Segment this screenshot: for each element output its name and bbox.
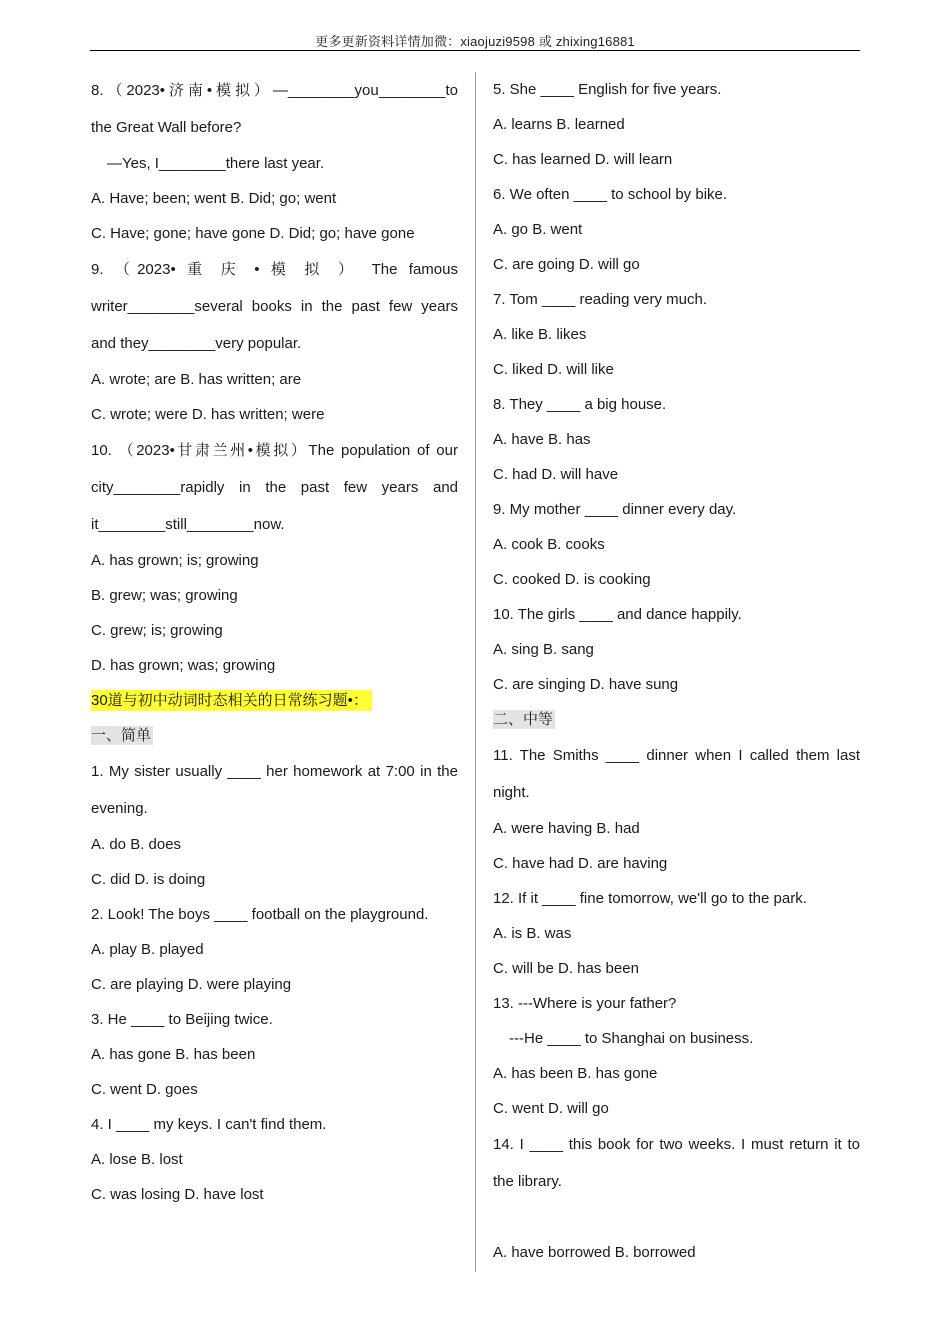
question-text: it________still________now. [91, 516, 285, 533]
answer-options: C. are going D. will go [493, 256, 640, 273]
answer-options: D. has grown; was; growing [91, 657, 276, 674]
answer-options: A. play B. played [91, 941, 204, 958]
header-rule [90, 50, 860, 51]
answer-options: A. Have; been; went B. Did; go; went [91, 190, 337, 207]
answer-options: A. has been B. has gone [493, 1065, 658, 1082]
question-text: 2. Look! The boys ____ football on the playground. [91, 906, 429, 923]
question-text: 9. My mother ____ dinner every day. [493, 501, 737, 518]
section-heading-medium: 二、中等 [493, 711, 554, 728]
answer-options: C. has learned D. will learn [493, 151, 673, 168]
section-heading-easy: 一、简单 [91, 727, 152, 744]
answer-options: C. are singing D. have sung [493, 676, 679, 693]
answer-options: A. sing B. sang [493, 641, 594, 658]
answer-options: A. have borrowed B. borrowed [493, 1244, 696, 1261]
answer-options: C. have had D. are having [493, 855, 668, 872]
answer-options: A. go B. went [493, 221, 583, 238]
question-text: writer________several books in the past few years [91, 298, 458, 315]
answer-options: C. went D. goes [91, 1081, 198, 1098]
answer-options: A. do B. does [91, 836, 182, 853]
question-text: and they________very popular. [91, 335, 302, 352]
highlighted-heading: 30道与初中动词时态相关的日常练习题•： [91, 690, 372, 711]
question-text: 14. I ____ this book for two weeks. I must return it to [493, 1136, 860, 1153]
answer-options: B. grew; was; growing [91, 587, 238, 604]
answer-options: A. has gone B. has been [91, 1046, 256, 1063]
answer-options: A. has grown; is; growing [91, 552, 259, 569]
question-text: 5. She ____ English for five years. [493, 81, 722, 98]
question-text: —Yes, I________there last year. [107, 155, 325, 172]
question-text: 8. They ____ a big house. [493, 396, 667, 413]
question-text: the library. [493, 1173, 562, 1190]
answer-options: C. are playing D. were playing [91, 976, 292, 993]
answer-options: A. were having B. had [493, 820, 640, 837]
answer-options: C. did D. is doing [91, 871, 206, 888]
question-text: 6. We often ____ to school by bike. [493, 186, 728, 203]
question-text: evening. [91, 800, 148, 817]
question-text: 12. If it ____ fine tomorrow, we'll go to the park. [493, 890, 807, 907]
question-text: the Great Wall before? [91, 119, 242, 136]
answer-options: A. wrote; are B. has written; are [91, 371, 302, 388]
left-column [91, 72, 458, 1212]
answer-options: C. will be D. has been [493, 960, 639, 977]
answer-options: C. liked D. will like [493, 361, 614, 378]
question-text: ---He ____ to Shanghai on business. [509, 1030, 754, 1047]
answer-options: C. had D. will have [493, 466, 619, 483]
answer-options: C. cooked D. is cooking [493, 571, 651, 588]
question-text: 7. Tom ____ reading very much. [493, 291, 708, 308]
answer-options: C. went D. will go [493, 1100, 609, 1117]
answer-options: C. grew; is; growing [91, 622, 223, 639]
column-divider [475, 72, 476, 1272]
question-text: 1. My sister usually ____ her homework at 7:00 in the [91, 763, 458, 780]
answer-options: C. was losing D. have lost [91, 1186, 264, 1203]
answer-options: A. learns B. learned [493, 116, 625, 133]
question-text: 4. I ____ my keys. I can't find them. [91, 1116, 327, 1133]
page-header: 更多更新资料详情加微：xiaojuzi9598 或 zhixing16881 [315, 34, 635, 49]
answer-options: C. Have; gone; have gone D. Did; go; have gone [91, 225, 415, 242]
answer-options: C. wrote; were D. has written; were [91, 406, 325, 423]
question-text: 8.（2023•济南•模拟）—________you________to [91, 82, 458, 99]
answer-options: A. have B. has [493, 431, 591, 448]
question-text: 11. The Smiths ____ dinner when I called them last [493, 747, 860, 764]
question-text: 10. The girls ____ and dance happily. [493, 606, 742, 623]
question-text: 13. ---Where is your father? [493, 995, 677, 1012]
answer-options: A. lose B. lost [91, 1151, 183, 1168]
answer-options: A. like B. likes [493, 326, 587, 343]
question-text: 9. （2023• 重 庆 • 模 拟 ） The famous [91, 261, 458, 278]
right-column [493, 72, 860, 1270]
answer-options: A. is B. was [493, 925, 572, 942]
question-text: city________rapidly in the past few years and [91, 479, 458, 496]
question-text: night. [493, 784, 530, 801]
question-text: 3. He ____ to Beijing twice. [91, 1011, 273, 1028]
question-text: 10. （2023•甘肃兰州•模拟）The population of our [91, 442, 458, 459]
answer-options: A. cook B. cooks [493, 536, 605, 553]
